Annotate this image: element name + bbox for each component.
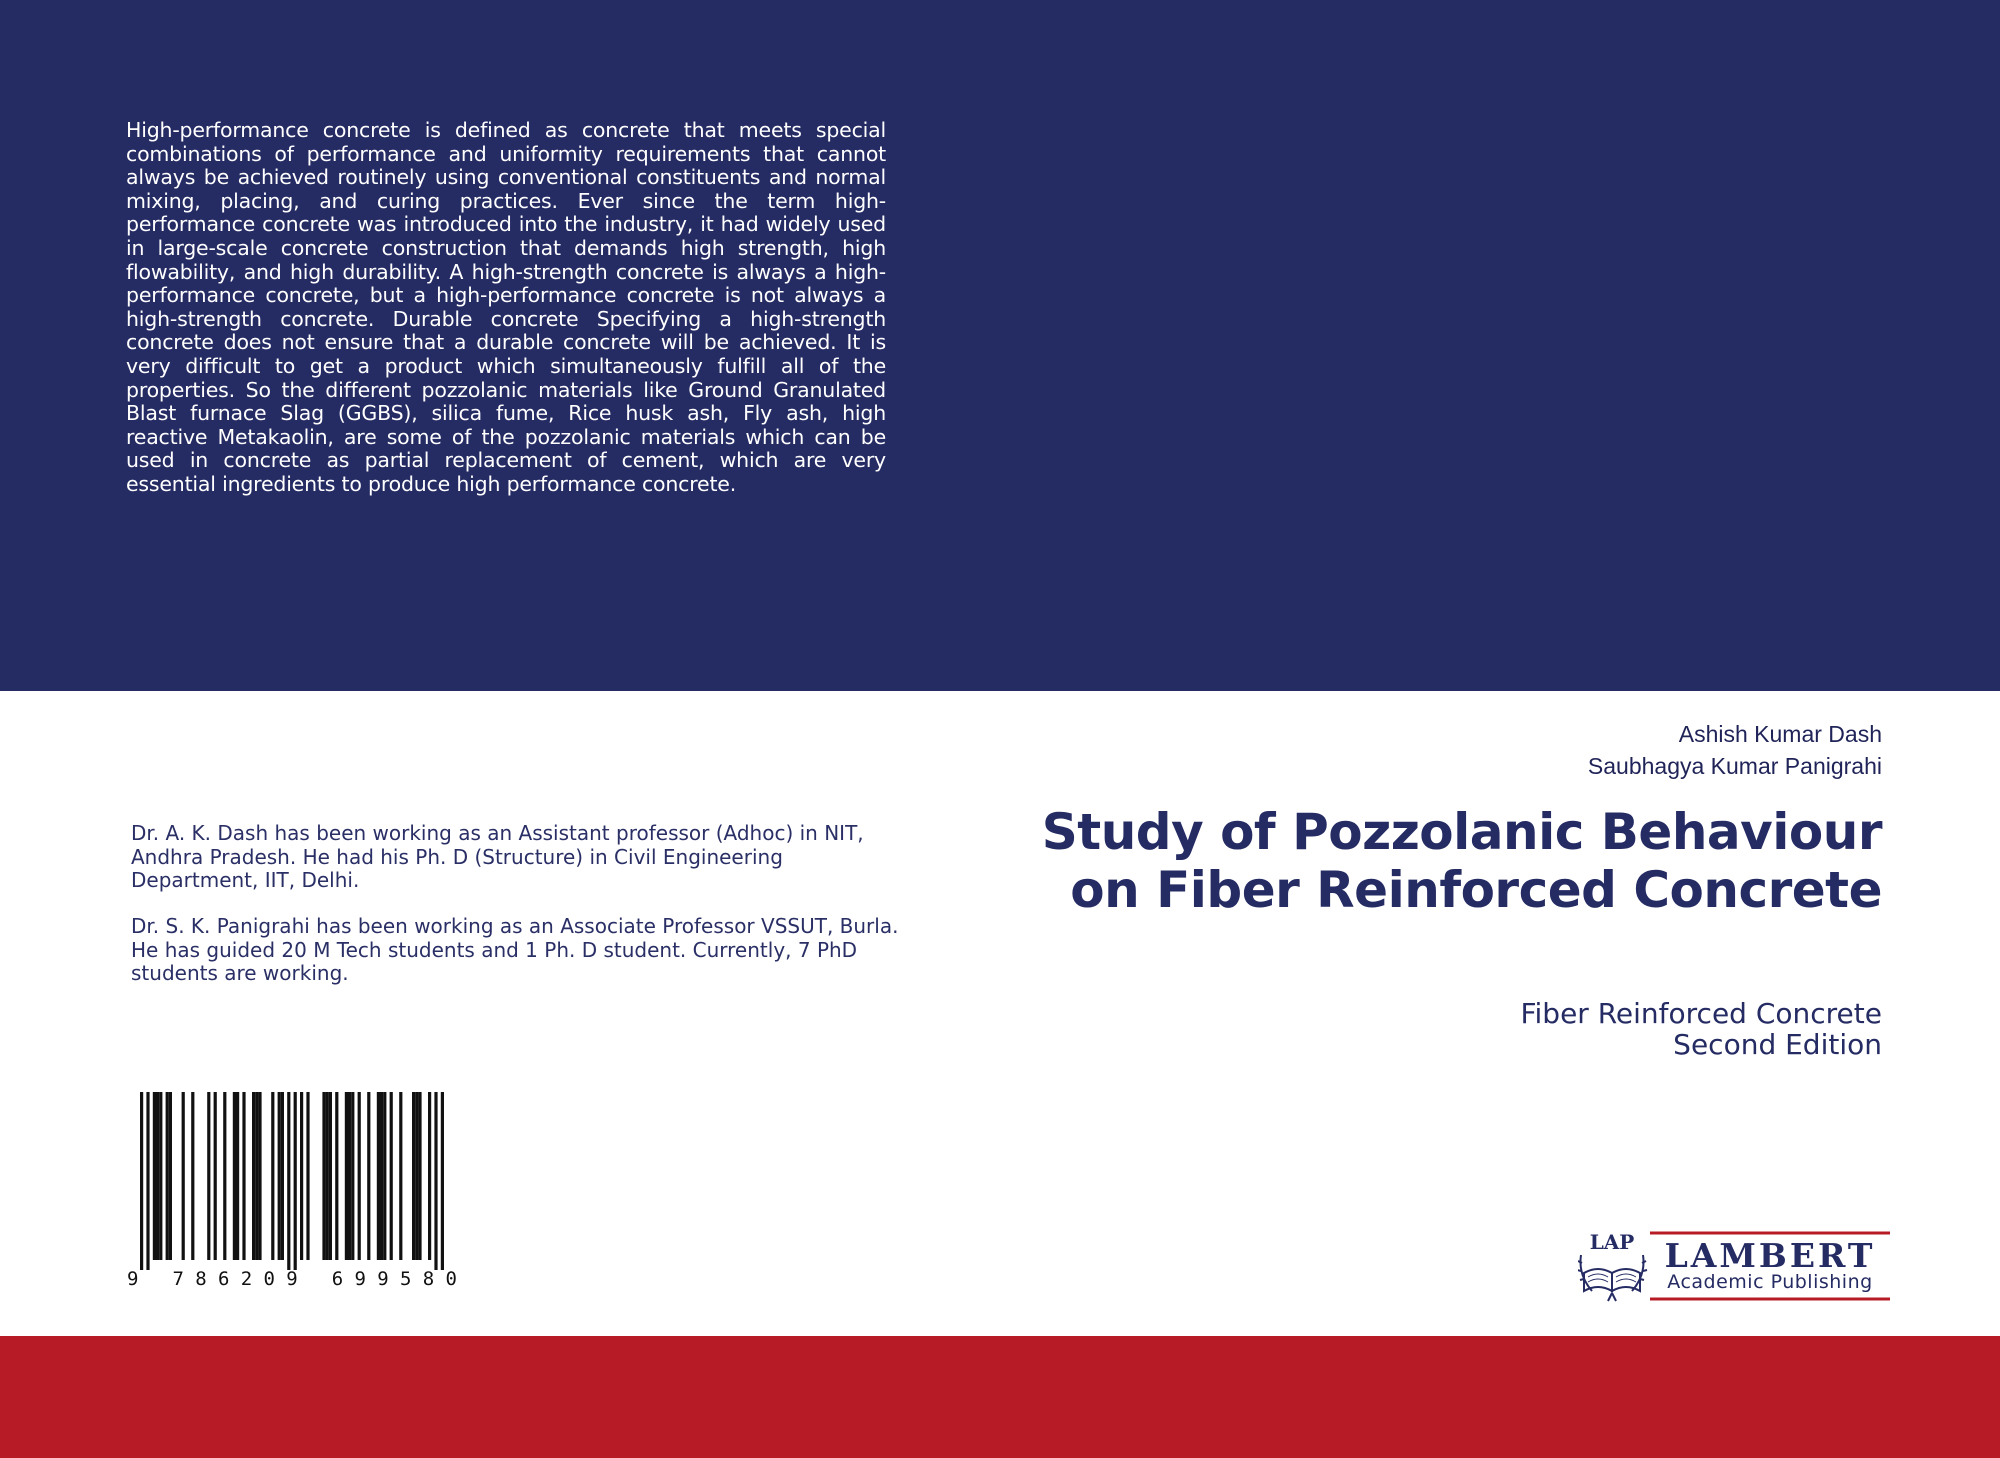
open-book-icon: [1578, 1255, 1647, 1301]
barcode-bar: [146, 1092, 149, 1270]
barcode-bar: [412, 1092, 415, 1260]
barcode-bar: [159, 1092, 162, 1260]
barcode-bar: [156, 1092, 159, 1260]
barcode-bar: [377, 1092, 380, 1260]
barcode-bar: [326, 1092, 329, 1260]
barcode-bar: [367, 1092, 370, 1260]
barcode-bar: [415, 1092, 418, 1260]
barcode-bar: [271, 1092, 274, 1260]
bottom-red-band: [0, 1336, 2000, 1458]
author-name-2: Saubhagya Kumar Panigrahi: [1587, 753, 1882, 779]
barcode-bar: [428, 1092, 431, 1260]
barcode-bar: [287, 1092, 290, 1270]
barcode-bars: [140, 1092, 444, 1270]
barcode-bar: [358, 1092, 361, 1260]
back-cover-blurb: High-performance concrete is defined as concrete that meets special combinations of performance and uniformity requirements that cannot always be achieved routinely using conventional constituents and normal mixing, placing, and curing practices. Ever since the term high-performance concrete was introduced into the industry, it had widely used in large-scale concrete construction that demands high strength, high flowability, and high durability. A high-strength concrete is always a high-performance concrete, but a high-performance concrete is not always a high-strength concrete. Durable concrete Specifying a high-strength concrete does not ensure that a durable concrete will be achieved. It is very difficult to get a product which simultaneously fulfill all of the properties. So the different pozzolanic materials like Ground Granulated Blast furnace Slag (GGBS), silica fume, Rice husk ash, Fly ash, high reactive Metakaolin, are some of the pozzolanic materials which can be used in concrete as partial replacement of cement, which are very essential ingredients to produce high performance concrete.: [126, 118, 886, 496]
barcode-bar: [281, 1092, 284, 1260]
isbn-barcode: [124, 1092, 460, 1288]
barcode-bar: [166, 1092, 169, 1260]
barcode-bar: [252, 1092, 255, 1260]
barcode-bar: [258, 1092, 261, 1260]
author-bio-panigrahi: Dr. S. K. Panigrahi has been working as an Associate Professor VSSUT, Burla. He has guided 20 M Tech students and 1 Ph. D student. Currently, 7 PhD students are working.: [131, 914, 899, 985]
barcode-bar: [169, 1092, 172, 1260]
author-bio-dash: Dr. A. K. Dash has been working as an Assistant professor (Adhoc) in NIT, Andhra Pradesh. He had his Ph. D (Structure) in Civil Engineering Department, IIT, Delhi.: [131, 821, 864, 892]
barcode-bar: [236, 1092, 239, 1260]
barcode-bar: [380, 1092, 383, 1260]
barcode-bar: [207, 1092, 210, 1260]
barcode-bar: [322, 1092, 325, 1260]
barcode-bar: [329, 1092, 332, 1260]
barcode-bar: [348, 1092, 351, 1260]
lap-mark: LAP: [1589, 1230, 1635, 1254]
barcode-bar: [335, 1092, 338, 1260]
lambert-wordmark: LAMBERT: [1664, 1236, 1876, 1275]
barcode-bar: [191, 1092, 194, 1260]
barcode-bar: [223, 1092, 226, 1260]
author-list: [1588, 718, 1882, 782]
barcode-bar: [351, 1092, 354, 1260]
barcode-bar: [390, 1092, 393, 1260]
academic-publishing-wordmark: Academic Publishing: [1667, 1271, 1873, 1293]
isbn-number: 9 786209 699580: [127, 1268, 457, 1288]
barcode-bar: [214, 1092, 217, 1260]
edition-label: Second Edition: [1673, 1028, 1882, 1061]
barcode-bar: [242, 1092, 245, 1260]
barcode-bar: [140, 1092, 143, 1270]
barcode-bar: [306, 1092, 309, 1260]
barcode-bar: [441, 1092, 444, 1270]
book-title: Study of Pozzolanic Behaviour on Fiber Reinforced Concrete: [1041, 803, 1882, 919]
barcode-bar: [233, 1092, 236, 1260]
author-name-1: Ashish Kumar Dash: [1678, 721, 1882, 747]
barcode-bar: [399, 1092, 402, 1260]
barcode-bar: [418, 1092, 421, 1260]
barcode-bar: [278, 1092, 281, 1260]
barcode-bar: [383, 1092, 386, 1260]
lambert-academic-publishing-logo: [1578, 1225, 1893, 1305]
barcode-bar: [294, 1092, 297, 1270]
barcode-bar: [255, 1092, 258, 1260]
subtitle-line-1: Fiber Reinforced Concrete: [1520, 997, 1882, 1030]
barcode-bar: [345, 1092, 348, 1260]
barcode-bar: [182, 1092, 185, 1260]
barcode-bar: [153, 1092, 156, 1260]
barcode-bar: [434, 1092, 437, 1270]
book-subtitle: [1520, 998, 1882, 1060]
barcode-bar: [300, 1092, 303, 1260]
